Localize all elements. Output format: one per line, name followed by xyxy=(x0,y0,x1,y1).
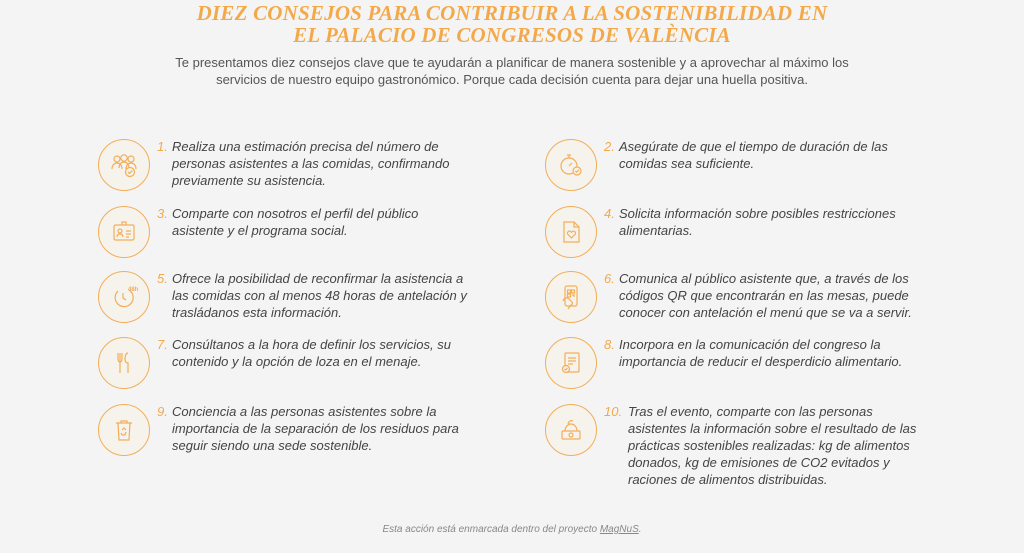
tip-line: Comunica al público asistente que, a través de los xyxy=(619,271,909,286)
title-line-2: EL PALACIO DE CONGRESOS DE VALÈNCIA xyxy=(293,23,731,47)
tip-number: 3. xyxy=(157,206,168,221)
tip-line: asistente y el programa social. xyxy=(172,223,348,238)
stopwatch-icon xyxy=(545,139,597,191)
page-title xyxy=(0,2,1024,46)
tip-line: Tras el evento, comparte con las personas xyxy=(628,404,873,419)
tip-line: prácticas sostenibles realizadas: kg de alimentos xyxy=(628,438,910,453)
tip-10 xyxy=(545,404,945,494)
intro-text xyxy=(150,54,874,88)
tip-line: Consúltanos a la hora de definir los servicios, su xyxy=(172,337,451,352)
recycle-bin-icon xyxy=(98,404,150,456)
intro-line-1: Te presentamos diez consejos clave que te ayudarán a planificar de manera sostenible y a aprovechar al máximo los xyxy=(175,55,849,70)
tip-2 xyxy=(545,139,945,199)
tip-9 xyxy=(98,404,498,464)
tip-3 xyxy=(98,206,498,266)
clock-48h-icon xyxy=(98,271,150,323)
scale-food-icon xyxy=(545,404,597,456)
tip-text xyxy=(172,205,418,239)
tip-number: 4. xyxy=(604,206,615,221)
title-line-1: DIEZ CONSEJOS PARA CONTRIBUIR A LA SOSTENIBILIDAD EN xyxy=(196,1,828,25)
footer-text: Esta acción está enmarcada dentro del proyecto xyxy=(382,524,600,535)
tip-line: Asegúrate de que el tiempo de duración de las xyxy=(619,139,888,154)
tip-line: previamente su asistencia. xyxy=(172,173,326,188)
tip-7 xyxy=(98,337,498,397)
checklist-icon xyxy=(545,337,597,389)
svg-text:48h: 48h xyxy=(128,287,139,293)
footer-suffix: . xyxy=(638,524,642,535)
magnus-project-link[interactable]: MagNuS xyxy=(599,524,639,535)
tip-line: Conciencia a las personas asistentes sobre la xyxy=(172,404,437,419)
tip-line: importancia de la separación de los residuos para xyxy=(172,421,459,436)
tip-8 xyxy=(545,337,945,397)
tip-text xyxy=(172,270,467,321)
intro-line-2: servicios de nuestro equipo gastronómico. Porque cada decisión cuenta para dejar una huella positiva. xyxy=(216,72,808,87)
tip-line: comidas sea suficiente. xyxy=(619,156,755,171)
tip-text xyxy=(172,336,451,370)
tip-line: códigos QR que encontrarán en las mesas, puede xyxy=(619,288,909,303)
tip-line: donados, kg de emisiones de CO2 evitados y xyxy=(628,455,890,470)
tip-line: asistentes la información sobre el resultado de las xyxy=(628,421,917,436)
tip-text xyxy=(619,138,888,172)
footer-note xyxy=(0,524,1024,535)
cutlery-icon xyxy=(98,337,150,389)
tip-number: 8. xyxy=(604,337,615,352)
id-badge-icon xyxy=(98,206,150,258)
tip-number: 5. xyxy=(157,271,168,286)
tip-number: 7. xyxy=(157,337,168,352)
tip-5 xyxy=(98,271,498,331)
tip-line: seguir siendo una sede sostenible. xyxy=(172,438,373,453)
people-check-icon xyxy=(98,139,150,191)
tip-line: alimentarias. xyxy=(619,223,693,238)
tip-number: 2. xyxy=(604,139,615,154)
tip-4 xyxy=(545,206,945,266)
tip-line: Comparte con nosotros el perfil del público xyxy=(172,206,419,221)
tip-number: 1. xyxy=(157,139,168,154)
tip-line: Ofrece la posibilidad de reconfirmar la asistencia a xyxy=(172,271,464,286)
qr-phone-icon xyxy=(545,271,597,323)
tip-number: 6. xyxy=(604,271,615,286)
tip-6 xyxy=(545,271,945,331)
tip-line: Solicita información sobre posibles restricciones xyxy=(619,206,896,221)
tip-line: raciones de alimentos distribuidas. xyxy=(628,472,828,487)
tip-line: Incorpora en la comunicación del congreso la xyxy=(619,337,881,352)
tip-line: las comidas con al menos 48 horas de antelación y xyxy=(172,288,467,303)
tip-number: 9. xyxy=(157,404,168,419)
tip-line: trasládanos esta información. xyxy=(172,305,342,320)
tip-1 xyxy=(98,139,498,199)
tip-text xyxy=(628,403,916,488)
tip-line: conocer con antelación el menú que se va a servir. xyxy=(619,305,912,320)
tip-text xyxy=(619,270,912,321)
tip-text xyxy=(619,336,902,370)
document-heart-icon xyxy=(545,206,597,258)
tip-number: 10. xyxy=(604,404,623,419)
tip-text xyxy=(172,138,449,189)
tip-line: personas asistentes a las comidas, confirmando xyxy=(172,156,450,171)
tip-line: Realiza una estimación precisa del número de xyxy=(172,139,439,154)
tip-line: importancia de reducir el desperdicio alimentario. xyxy=(619,354,903,369)
tip-line: contenido y la opción de loza en el menaje. xyxy=(172,354,422,369)
tip-text xyxy=(619,205,896,239)
tip-text xyxy=(172,403,459,454)
